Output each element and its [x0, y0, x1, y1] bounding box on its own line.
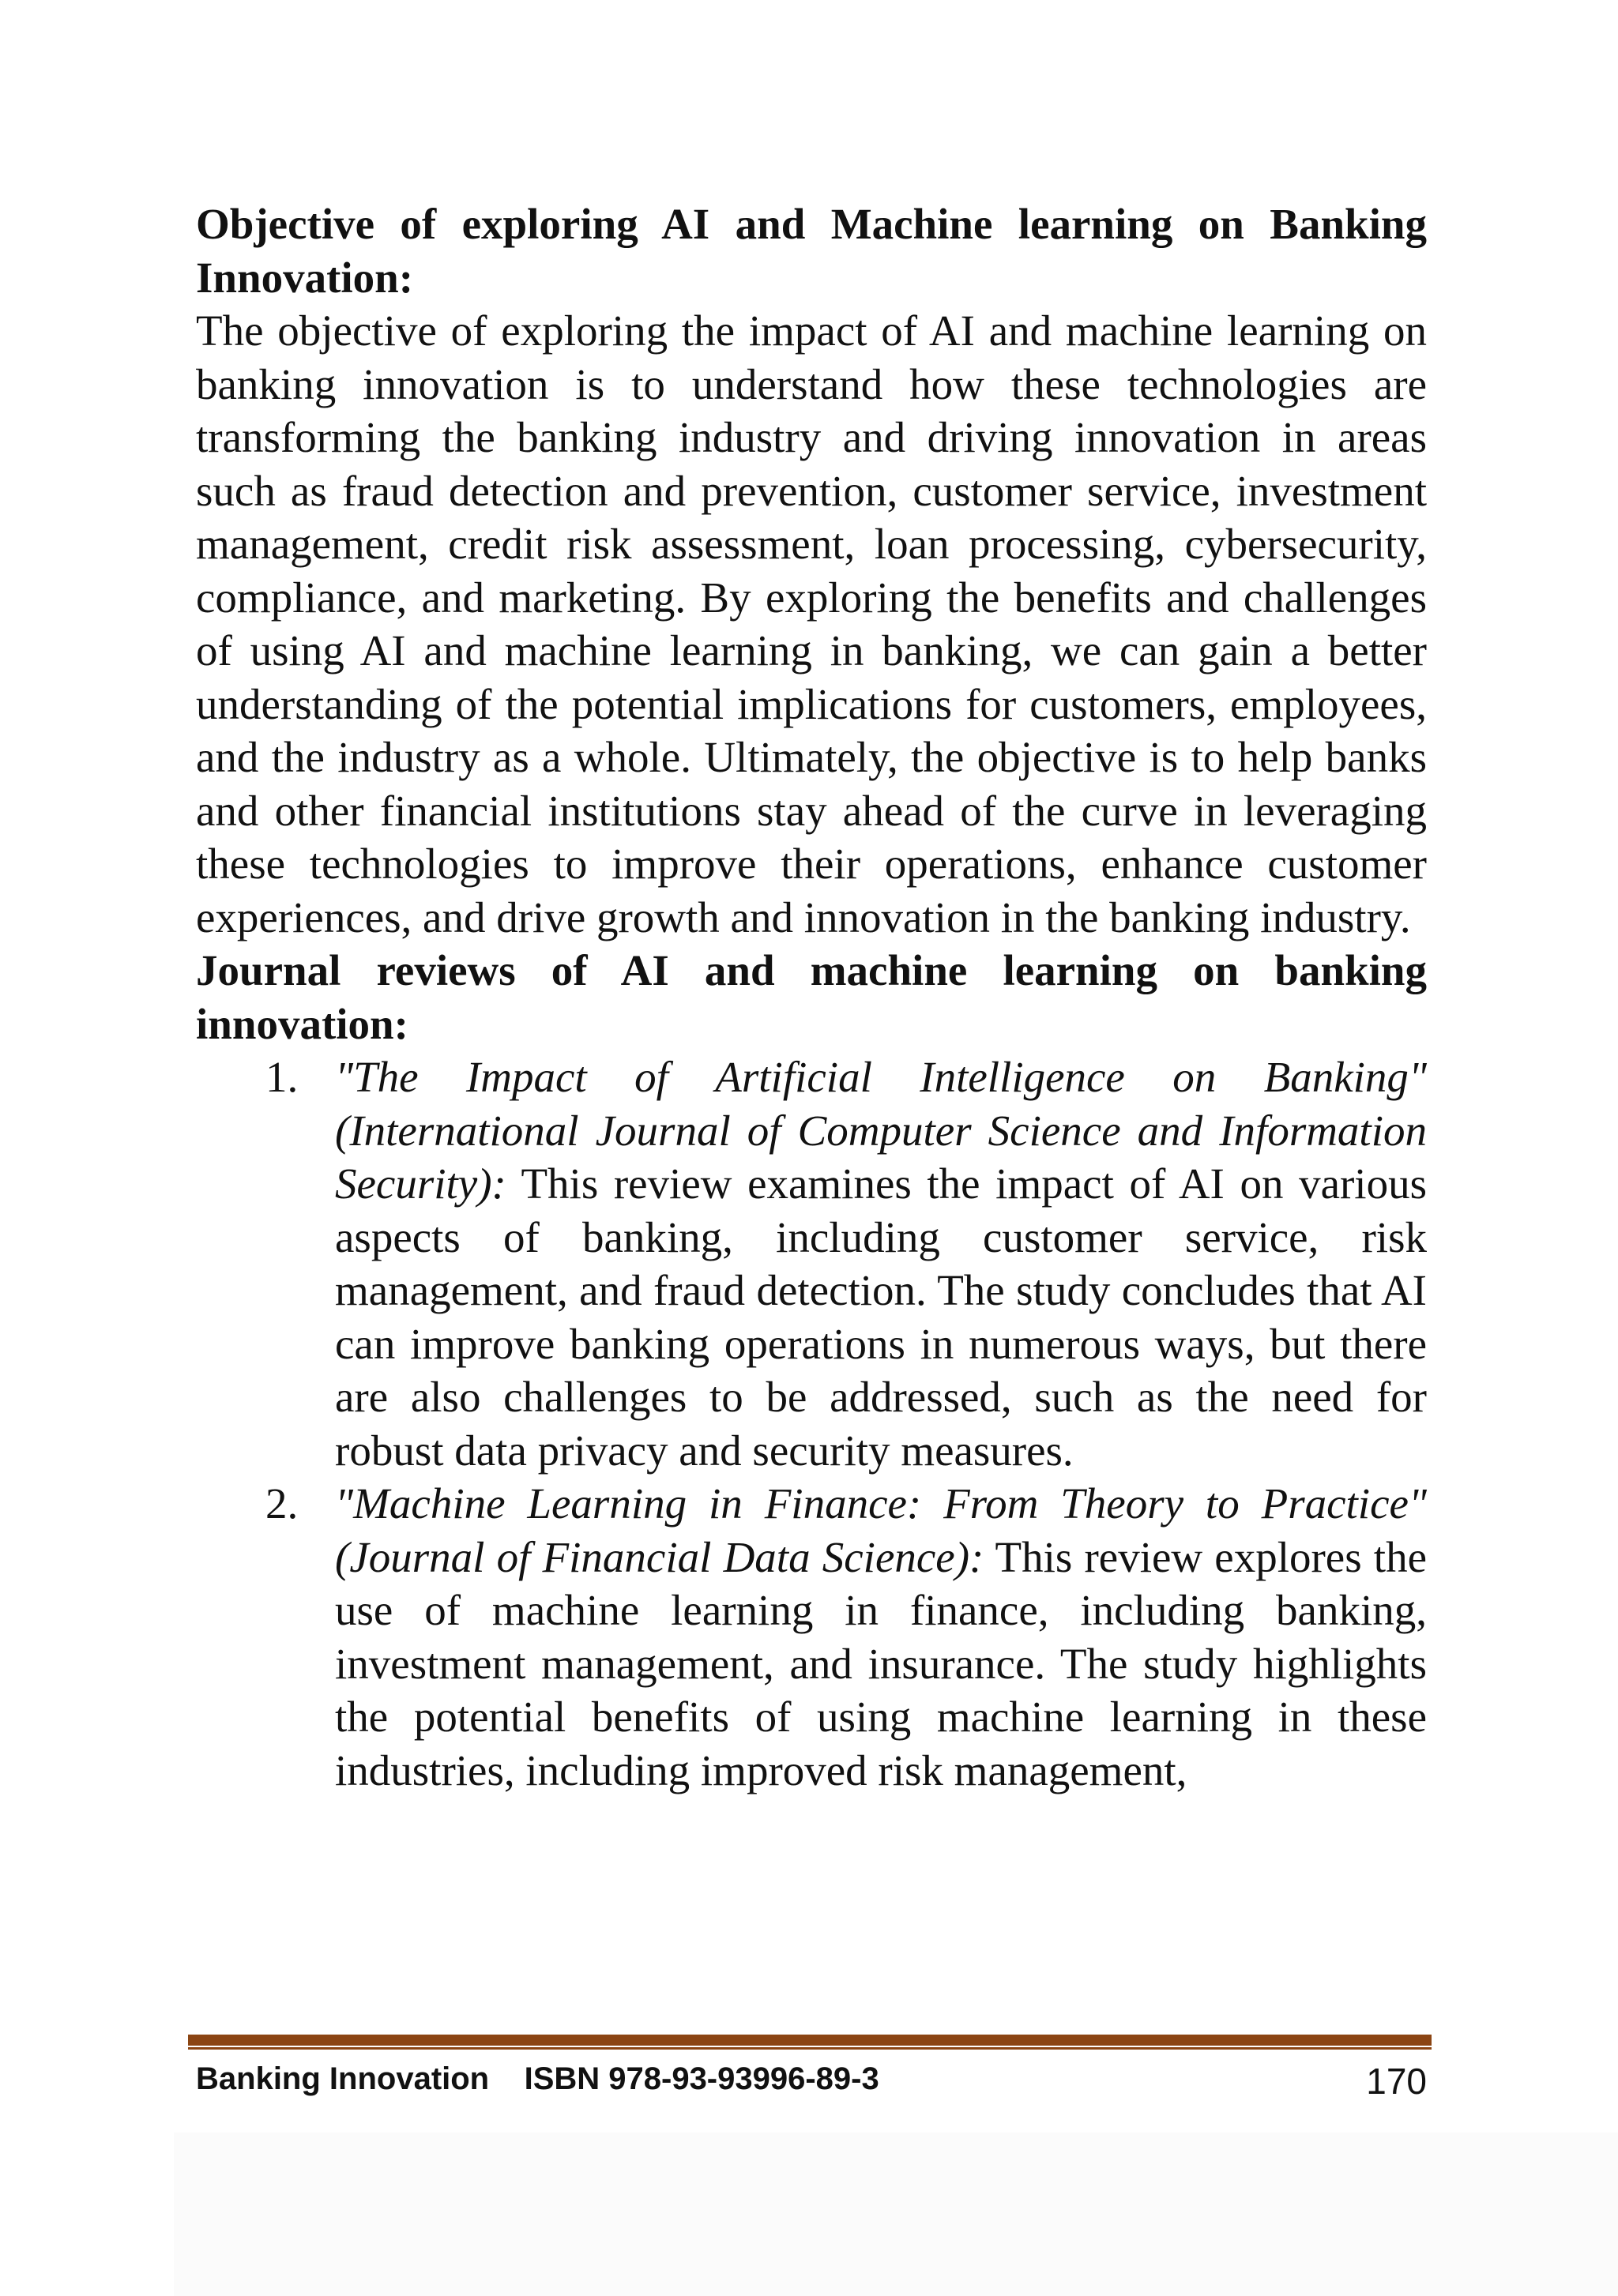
list-item: [196, 1050, 1427, 1477]
footer-book-info: [196, 2061, 879, 2097]
review-title: "Machine Learning in Finance: From Theory to Practice" (Journal of Financial Data Science):: [335, 1479, 1427, 1581]
footer-divider: [188, 2035, 1432, 2050]
section-heading-objective: Objective of exploring AI and Machine learning on Banking Innovation:: [196, 200, 1427, 302]
review-body: This review examines the impact of AI on various aspects of banking, including customer service, risk management, and fraud detection. The study concludes that AI can improve banking operations in numerous ways, but there are also challenges to be addressed, such as the need for robust data privacy and security measures.: [335, 1159, 1427, 1475]
objective-paragraph: The objective of exploring the impact of AI and machine learning on banking innovation is to understand how these technologies are transforming the banking industry and driving innovation in areas such as fraud detection and prevention, customer service, investment management, credit risk assessment, loan processing, cybersecurity, compliance, and marketing. By exploring the benefits and challenges of using AI and machine learning in banking, we can gain a better understanding of the potential implications for customers, employees, and the industry as a whole. Ultimately, the objective is to help banks and other financial institutions stay ahead of the curve in leveraging these technologies to improve their operations, enhance customer experiences, and drive growth and innovation in the banking industry.: [196, 306, 1427, 941]
page-number: 170: [1366, 2061, 1427, 2102]
section-heading-journal-reviews: Journal reviews of AI and machine learning on banking innovation:: [196, 946, 1427, 1048]
journal-review-list: [196, 1050, 1427, 1797]
list-item: [196, 1477, 1427, 1797]
review-title: "The Impact of Artificial Intelligence on Banking" (International Journal of Computer Science and Information Security):: [335, 1053, 1427, 1208]
page-content: [196, 197, 1427, 1797]
footer-divider-thin: [188, 2047, 1432, 2050]
footer-divider-thick: [188, 2035, 1432, 2046]
footer-book-title: Banking Innovation: [196, 2061, 490, 2096]
list-item-number: 2.: [265, 1479, 299, 1528]
page-bottom-shade: [174, 2133, 1618, 2296]
page-footer: [196, 2061, 1427, 2109]
footer-isbn: ISBN 978-93-93996-89-3: [524, 2061, 879, 2096]
review-body: This review explores the use of machine learning in finance, including banking, investment management, and insurance. The study highlights the potential benefits of using machine learning in these industries, including improved risk management,: [335, 1532, 1427, 1794]
list-item-number: 1.: [265, 1053, 299, 1101]
